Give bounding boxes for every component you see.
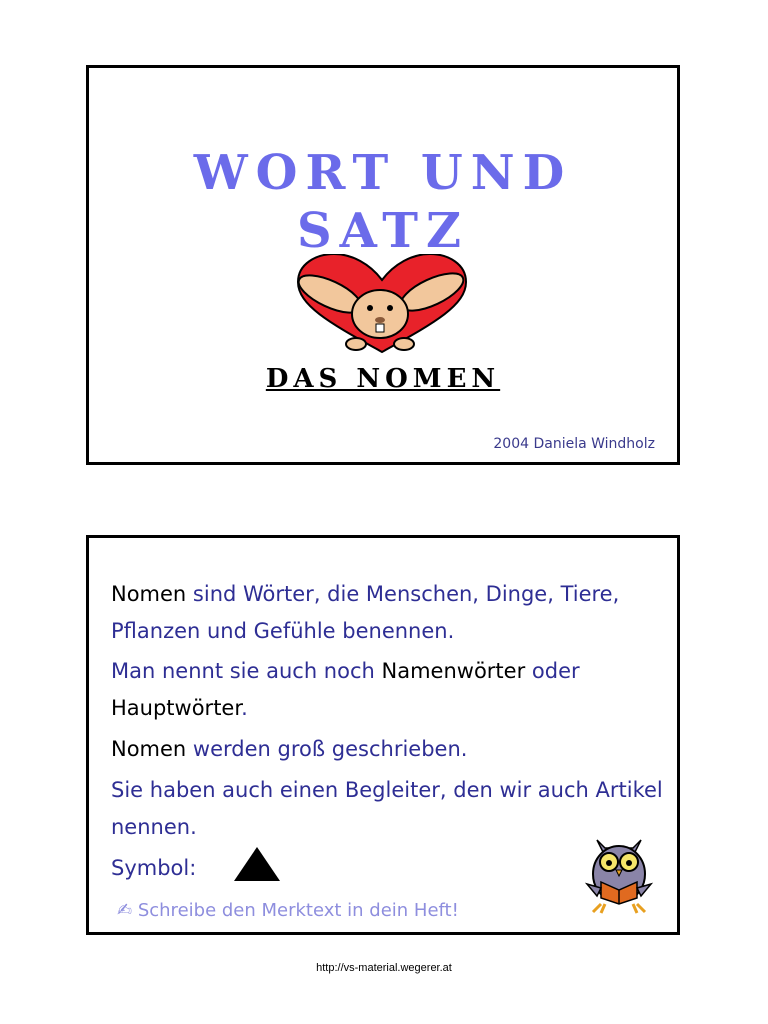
paragraph-3 [111,731,671,768]
heart-bunny-icon [292,254,472,354]
task-instruction [117,900,459,921]
paragraph-2 [111,653,671,727]
paragraph-1-text: sind Wörter, die Menschen, Dinge, Tiere, Pflanzen und Gefühle benennen. [111,582,620,643]
reading-owl-icon [579,830,659,914]
task-text: Schreibe den Merktext in dein Heft! [137,900,459,921]
paragraph-4-text: Sie haben auch einen Begleiter, den wir auch Artikel nennen. [111,778,663,839]
title-line-1: WORT UND [193,145,573,201]
keyword-namenwoerter: Namenwörter [381,659,526,683]
keyword-nomen: Nomen [111,582,187,606]
triangle-symbol-icon [233,846,281,882]
footer-url: http://vs-material.wegerer.at [316,962,452,974]
title-card [86,65,680,465]
keyword-hauptwoerter: Hauptwörter [111,696,242,720]
paragraph-2-text-3: . [241,696,248,720]
writing-hand-icon: ✍ [117,900,133,921]
symbol-label: Symbol: [111,856,197,880]
keyword-nomen-2: Nomen [111,737,187,761]
paragraph-3-text: werden groß geschrieben. [186,737,468,761]
text-card [86,535,680,935]
paragraph-2-text-1: Man nennt sie auch noch [111,659,382,683]
paragraph-2-text-2: oder [525,659,580,683]
subtitle: DAS NOMEN [265,364,501,394]
paragraph-1 [111,576,671,650]
author-credit: 2004 Daniela Windholz [493,436,655,452]
title-line-2: SATZ [296,203,470,259]
